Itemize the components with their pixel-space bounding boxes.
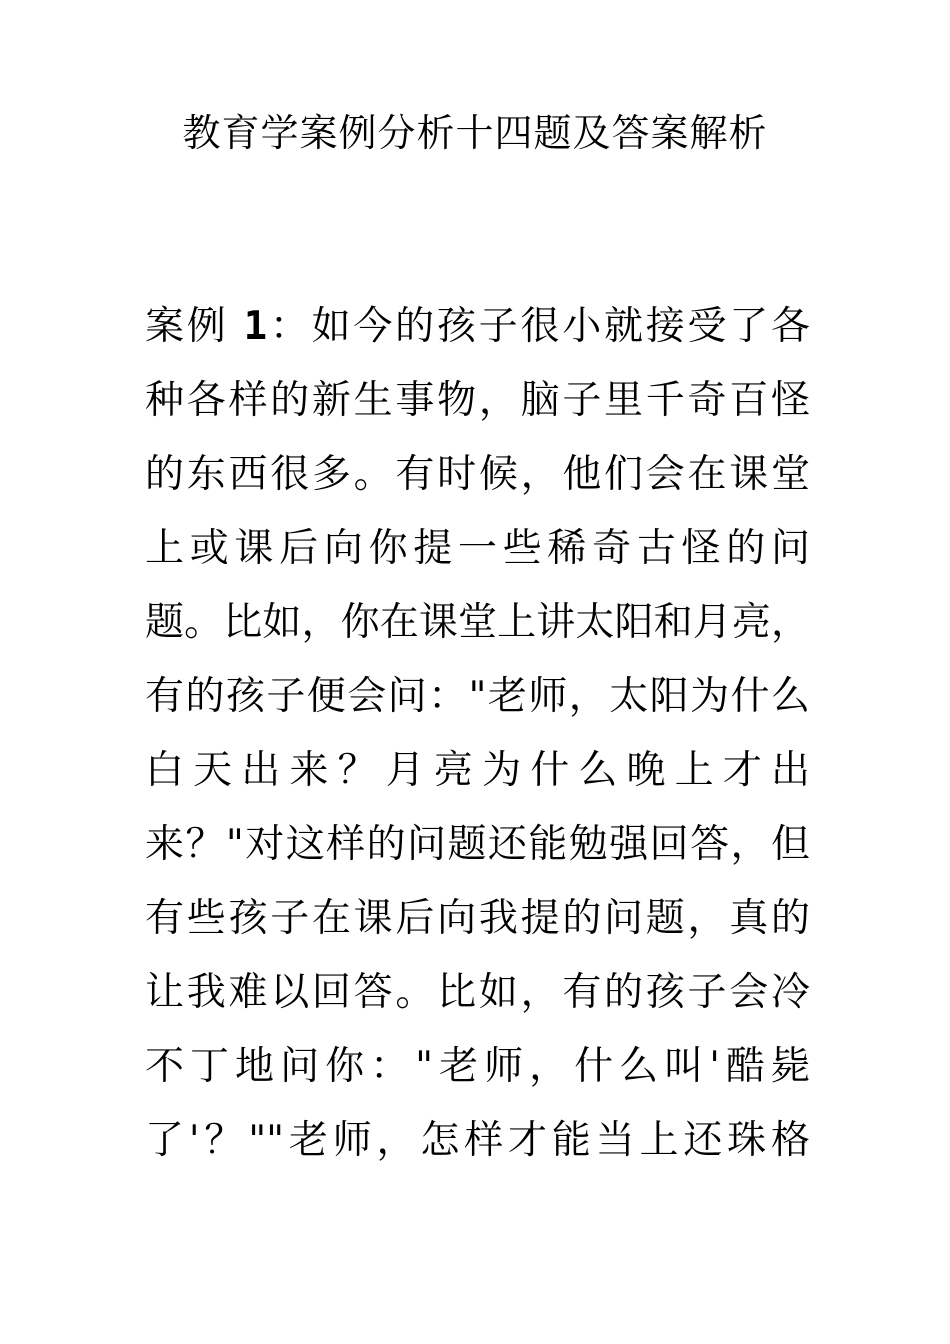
paragraph-line: 白天出来？月亮为什么晚上才出 <box>145 748 810 793</box>
document-title: 教育学案例分析十四题及答案解析 <box>182 111 768 155</box>
paragraph-line <box>145 300 810 374</box>
paragraph-line: 了'？""老师，怎样才能当上还珠格 <box>145 1118 810 1163</box>
case-1-paragraph <box>145 300 810 1188</box>
paragraph-line: 让我难以回答。比如，有的孩子会冷 <box>145 970 810 1015</box>
paragraph-line: 有些孩子在课后向我提的问题，真的 <box>145 896 810 941</box>
paragraph-line: 来？"对这样的问题还能勉强回答，但 <box>145 822 810 867</box>
paragraph-line: 的东西很多。有时候，他们会在课堂 <box>145 452 810 497</box>
case-number: 1 <box>243 304 268 349</box>
case-label: 案例 <box>145 304 229 349</box>
paragraph-line-text: ：如今的孩子很小就接受了各 <box>267 304 810 349</box>
paragraph-line: 有的孩子便会问："老师，太阳为什么 <box>145 674 810 719</box>
paragraph-line: 上或课后向你提一些稀奇古怪的问 <box>145 526 810 571</box>
paragraph-line: 种各样的新生事物，脑子里千奇百怪 <box>145 378 810 423</box>
paragraph-line: 不丁地问你："老师，什么叫'酷毙 <box>145 1044 810 1089</box>
paragraph-line: 题。比如，你在课堂上讲太阳和月亮， <box>145 600 810 645</box>
